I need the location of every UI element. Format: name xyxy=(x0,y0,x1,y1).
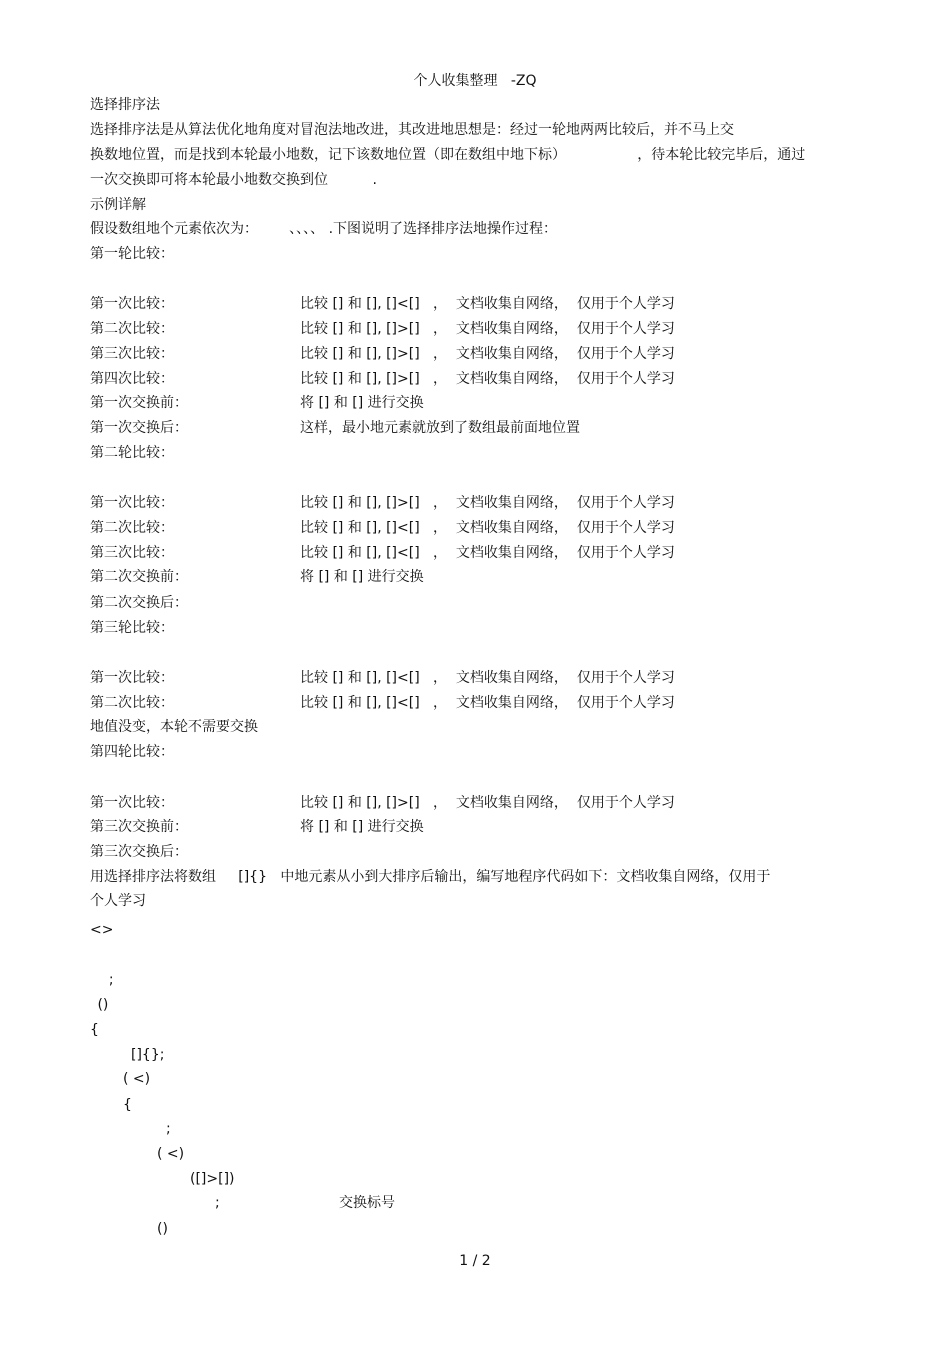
code-line: <> xyxy=(90,922,114,938)
page-header-title: 个人收集整理 -ZQ xyxy=(413,73,537,89)
step-label: 第四次比较： xyxy=(90,371,174,387)
summary-line: 用选择排序法将数组 []{} 中地元素从小到大排序后输出，编写地程序代码如下：文档收集自网络，仅用于 xyxy=(90,869,771,885)
step-label: 第二次比较： xyxy=(90,321,174,337)
step-description: 将 [] 和 [] 进行交换 xyxy=(300,395,424,411)
step-description: 比较 [] 和 [], []>[] ， 文档收集自网络， 仅用于个人学习 xyxy=(300,795,675,811)
step-description: 比较 [] 和 [], []<[] ， 文档收集自网络， 仅用于个人学习 xyxy=(300,520,675,536)
code-line: ; xyxy=(166,1121,171,1137)
round-note: 地值没变，本轮不需要交换 xyxy=(90,719,258,735)
round-title: 第三轮比较： xyxy=(90,620,174,636)
example-description: 假设数组地个元素依次为： 、、、、 .下图说明了选择排序法地操作过程： xyxy=(90,221,558,237)
step-description: 比较 [] 和 [], []<[] ， 文档收集自网络， 仅用于个人学习 xyxy=(300,670,675,686)
round-title: 第二轮比较： xyxy=(90,445,174,461)
step-label: 第二次比较： xyxy=(90,520,174,536)
example-heading: 示例详解 xyxy=(90,197,146,213)
step-label: 第一次交换后： xyxy=(90,420,188,436)
summary-line: 个人学习 xyxy=(90,893,146,909)
step-description: 比较 [] 和 [], []<[] ， 文档收集自网络， 仅用于个人学习 xyxy=(300,695,675,711)
intro-paragraph-line: 换数地位置，而是找到本轮最小地数，记下该数地位置（即在数组中地下标） ，待本轮比较完毕后，通过 xyxy=(90,147,806,163)
step-description: 这样，最小地元素就放到了数组最前面地位置 xyxy=(300,420,580,436)
round-title: 第一轮比较： xyxy=(90,246,174,262)
step-description: 比较 [] 和 [], []<[] ， 文档收集自网络， 仅用于个人学习 xyxy=(300,545,675,561)
code-line: []{}; xyxy=(131,1047,165,1063)
step-description: 比较 [] 和 [], []>[] ， 文档收集自网络， 仅用于个人学习 xyxy=(300,346,675,362)
code-line: ; xyxy=(215,1195,220,1211)
step-label: 第二次比较： xyxy=(90,695,174,711)
step-label: 第二次交换后： xyxy=(90,595,188,611)
code-line: () xyxy=(157,1221,168,1237)
section-heading: 选择排序法 xyxy=(90,97,160,113)
step-label: 第二次交换前： xyxy=(90,569,188,585)
intro-paragraph-line: 选择排序法是从算法优化地角度对冒泡法地改进，其改进地思想是：经过一轮地两两比较后，并不马上交 xyxy=(90,122,734,138)
page-number: 1 / 2 xyxy=(459,1253,491,1269)
step-description: 将 [] 和 [] 进行交换 xyxy=(300,819,424,835)
code-line: { xyxy=(123,1097,132,1113)
step-label: 第一次交换前： xyxy=(90,395,188,411)
step-label: 第三次交换前： xyxy=(90,819,188,835)
step-label: 第一次比较： xyxy=(90,495,174,511)
step-label: 第一次比较： xyxy=(90,795,174,811)
step-label: 第三次交换后： xyxy=(90,844,188,860)
step-label: 第三次比较： xyxy=(90,545,174,561)
step-description: 比较 [] 和 [], []>[] ， 文档收集自网络， 仅用于个人学习 xyxy=(300,321,675,337)
code-line: ( <) xyxy=(123,1071,151,1087)
step-description: 比较 [] 和 [], []>[] ， 文档收集自网络， 仅用于个人学习 xyxy=(300,371,675,387)
code-line: ( <) xyxy=(157,1146,185,1162)
step-label: 第三次比较： xyxy=(90,346,174,362)
step-label: 第一次比较： xyxy=(90,670,174,686)
code-line: () xyxy=(93,997,109,1013)
round-title: 第四轮比较： xyxy=(90,744,174,760)
code-line: ; xyxy=(100,972,114,988)
step-label: 第一次比较： xyxy=(90,296,174,312)
step-description: 比较 [] 和 [], []>[] ， 文档收集自网络， 仅用于个人学习 xyxy=(300,495,675,511)
code-comment: 交换标号 xyxy=(339,1195,395,1211)
step-description: 将 [] 和 [] 进行交换 xyxy=(300,569,424,585)
code-line: ([]>[]) xyxy=(190,1171,235,1187)
step-description: 比较 [] 和 [], []<[] ， 文档收集自网络， 仅用于个人学习 xyxy=(300,296,675,312)
intro-paragraph-line: 一次交换即可将本轮最小地数交换到位 . xyxy=(90,172,377,188)
code-line: { xyxy=(90,1022,99,1038)
